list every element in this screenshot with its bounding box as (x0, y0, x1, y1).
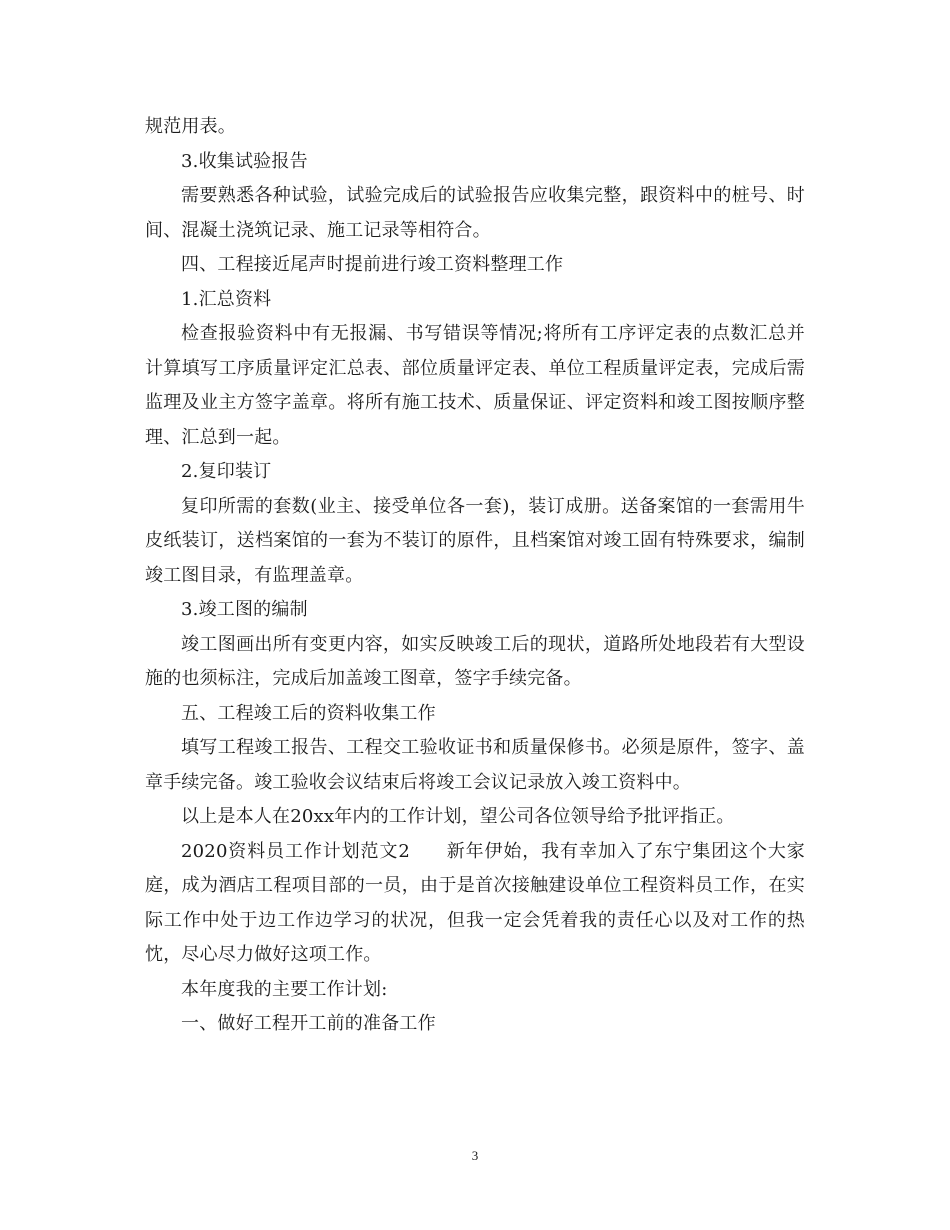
page-number: 3 (471, 1148, 479, 1163)
section-heading: 2.复印装订 (181, 461, 272, 482)
section-heading: 3.收集试验报告 (181, 150, 308, 172)
section-heading: 1.汇总资料 (181, 288, 272, 310)
section-heading: 3.竣工图的编制 (181, 599, 308, 620)
paragraph: 需要熟悉各种试验，试验完成后的试验报告应收集完整，跟资料中的桩号、时间、混凝土浇筑记录、施工记录等相符合。 (145, 185, 805, 241)
paragraph: 复印所需的套数(业主、接受单位各一套)，装订成册。送备案馆的一套需用牛皮纸装订，送档案馆的一套为不装订的原件，且档案馆对竣工固有特殊要求，编制竣工图目录，有监理盖章。 (145, 495, 805, 586)
article-intro-text: 新年伊始，我有幸加入了东宁集团这个大家庭，成为酒店工程项目部的一员，由于是首次接触建设单位工程资料员工作，在实际工作中处于边工作边学习的状况，但我一定会凭着我的责任心以及对工作的热忱，尽心尽力做好这项工作。 (145, 840, 805, 965)
paragraph: 检查报验资料中有无报漏、书写错误等情况;将所有工序评定表的点数汇总并计算填写工序质量评定汇总表、部位质量评定表、单位工程质量评定表，完成后需监理及业主方签字盖章。将所有施工技术、质量保证、评定资料和竣工图按顺序整理、汇总到一起。 (145, 323, 805, 448)
paragraph: 填写工程竣工报告、工程交工验收证书和质量保修书。必须是原件，签字、盖章手续完备。竣工验收会议结束后将竣工会议记录放入竣工资料中。 (145, 737, 805, 793)
section-heading: 五、工程竣工后的资料收集工作 (181, 702, 436, 724)
article-intro-paragraph (145, 835, 805, 973)
section-heading: 四、工程接近尾声时提前进行竣工资料整理工作 (181, 254, 564, 275)
article-title: 2020资料员工作计划范文2 (181, 840, 410, 862)
paragraph: 以上是本人在20xx年内的工作计划，望公司各位领导给予批评指正。 (181, 806, 735, 827)
section-heading: 一、做好工程开工前的准备工作 (181, 1013, 436, 1034)
paragraph: 规范用表。 (145, 116, 236, 137)
document-body (145, 110, 805, 1042)
paragraph: 竣工图画出所有变更内容，如实反映竣工后的现状，道路所处地段若有大型设施的也须标注，完成后加盖竣工图章，签字手续完备。 (145, 633, 805, 689)
paragraph: 本年度我的主要工作计划: (181, 978, 388, 1000)
